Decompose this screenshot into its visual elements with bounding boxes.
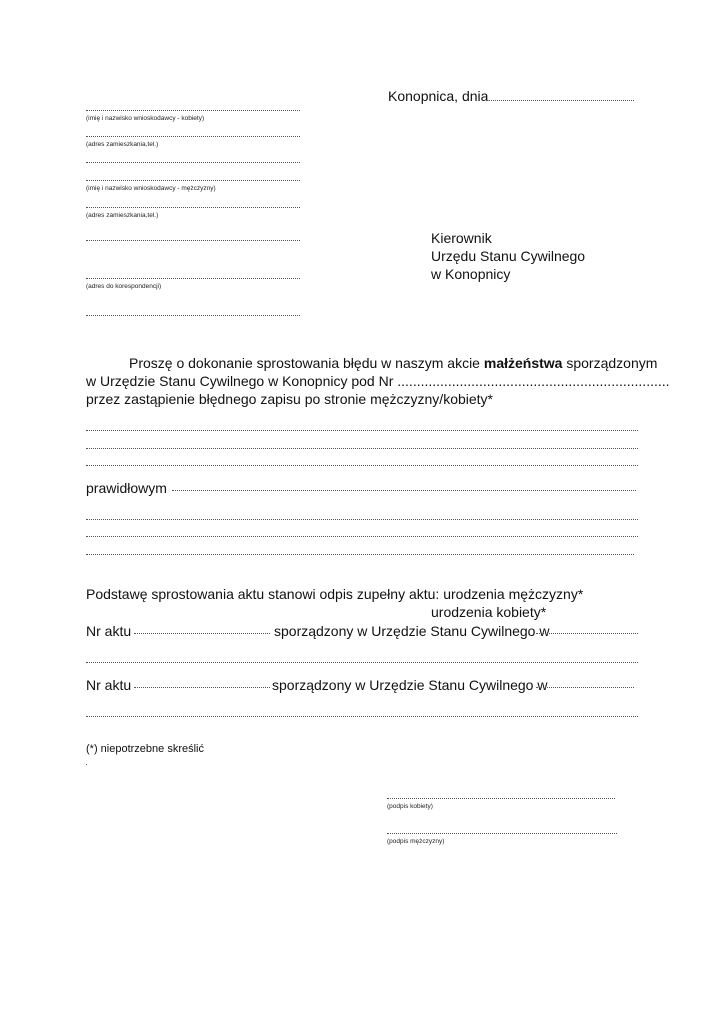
wrong-entry-line-2[interactable] [86, 448, 638, 449]
correct-entry-line-3[interactable] [86, 554, 634, 555]
act-no-input-1[interactable] [134, 633, 270, 634]
wrong-entry-line-3[interactable] [86, 465, 638, 466]
basis-line-1: Podstawę sprostowania aktu stanowi odpis zupełny aktu: urodzenia mężczyzny* [86, 586, 584, 602]
man-address-caption: (adres zamieszkania,tel.) [86, 212, 159, 219]
correct-entry-line-1[interactable] [86, 519, 638, 520]
request-line-1-post: sporządzonym [562, 355, 658, 371]
woman-address-caption: (adres zamieszkania,tel.) [86, 141, 159, 148]
man-name-caption: (imię i nazwisko wnioskodawcy - mężczyzny) [86, 185, 216, 192]
request-line-2: w Urzędzie Stanu Cywilnego w Konopnicy pod Nr ...................................................................... [86, 373, 670, 389]
correct-entry-line-2[interactable] [86, 536, 638, 537]
request-marriage-word: małżeństwa [483, 355, 563, 371]
request-line-3: przez zastąpienie błędnego zapisu po stronie mężczyzny/kobiety* [86, 391, 494, 407]
wrong-entry-line-1[interactable] [86, 430, 638, 431]
correspondence-address-caption: (adres do korespondencji) [86, 283, 162, 290]
act-no-label-2: Nr aktu [86, 677, 132, 693]
registry-office-input-2[interactable] [536, 687, 634, 688]
request-line-1-pre: Proszę o dokonanie sprostowania błędu w naszym akcie [129, 355, 484, 371]
registry-office-continuation-1[interactable] [86, 662, 638, 663]
request-line-1 [129, 355, 657, 372]
man-signature-caption: (podpis mężczyzny) [387, 838, 445, 845]
addressee-line-2: Urzędu Stanu Cywilnego [431, 248, 586, 264]
basis-line-2: urodzenia kobiety* [431, 604, 547, 620]
act-no-input-2[interactable] [134, 687, 270, 688]
drawn-up-label-2: sporządzony w Urzędzie Stanu Cywilnego w [272, 677, 548, 693]
drawn-up-label-1: sporządzony w Urzędzie Stanu Cywilnego w [274, 623, 550, 639]
stray-dot [86, 764, 87, 765]
date-input[interactable] [486, 100, 634, 101]
woman-signature-caption: (podpis kobiety) [387, 803, 433, 810]
correct-label: prawidłowym [86, 480, 167, 496]
registry-office-input-1[interactable] [536, 633, 638, 634]
act-no-label-1: Nr aktu [86, 623, 132, 639]
woman-name-caption: (imię i nazwisko wnioskodawcy - kobiety) [86, 115, 205, 122]
place-date-label: Konopnica, dnia [388, 88, 489, 104]
correct-entry-line-0[interactable] [172, 490, 636, 491]
registry-office-continuation-2[interactable] [86, 716, 638, 717]
addressee-line-3: w Konopnicy [431, 266, 511, 282]
addressee-line-1: Kierownik [431, 230, 492, 246]
footnote: (*) niepotrzebne skreślić [86, 743, 204, 755]
